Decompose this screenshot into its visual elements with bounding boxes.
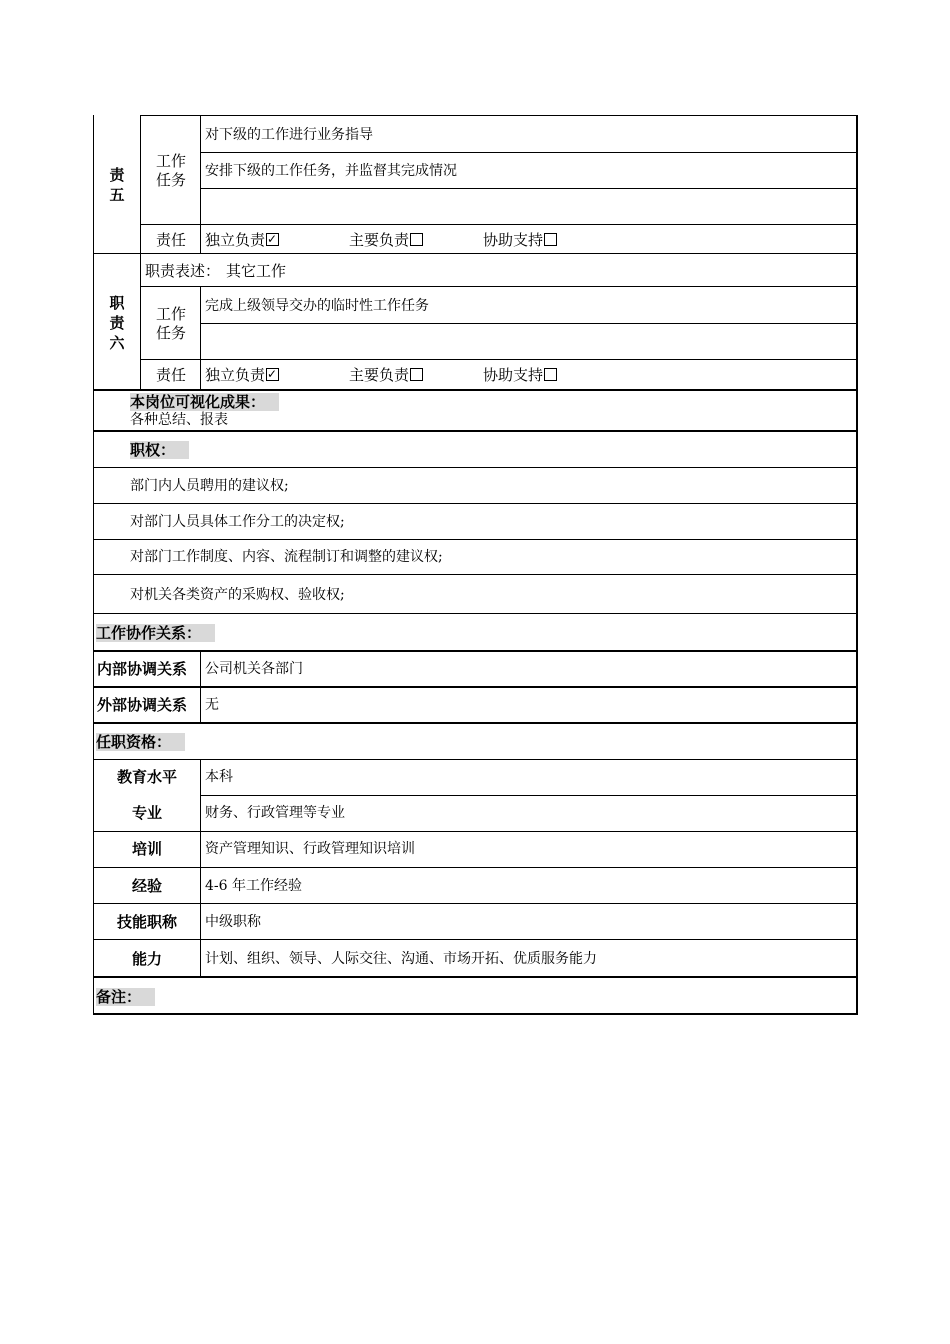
resp-option-assist[interactable] [483, 231, 557, 249]
task-label-line: 任务 [155, 171, 186, 189]
qualifications-title-text: 任职资格： [96, 733, 185, 751]
duty5-task-label [141, 152, 201, 190]
notes-title [96, 988, 155, 1006]
duty5-label [105, 165, 129, 205]
resp-option-primary[interactable] [349, 231, 423, 249]
qual-label-major: 专业 [131, 804, 162, 822]
qual-value-experience: 4-6 年工作经验 [205, 878, 302, 894]
task-label-line: 工作 [155, 305, 186, 323]
outcomes-title [130, 393, 279, 411]
qual-value-ability: 计划、组织、领导、人际交往、沟通、市场开拓、优质服务能力 [205, 951, 597, 967]
authority-item: 对部门人员具体工作分工的决定权; [130, 514, 345, 530]
resp-option-primary[interactable] [349, 366, 423, 384]
qual-value-education: 本科 [205, 769, 233, 785]
qual-value-title: 中级职称 [205, 914, 261, 930]
duty6-label-char: 职 [109, 294, 125, 312]
qual-label-education: 教育水平 [116, 768, 177, 786]
duty5-resp-options [205, 231, 557, 249]
duty5-task-1: 对下级的工作进行业务指导 [205, 127, 373, 143]
qualifications-title [96, 733, 185, 751]
relation-value-internal: 公司机关各部门 [205, 661, 303, 677]
qual-label-ability: 能力 [131, 950, 162, 968]
task-label-line: 工作 [155, 152, 186, 170]
resp-option-label: 独立负责 [205, 366, 266, 384]
qual-label-experience: 经验 [131, 877, 162, 895]
authority-item: 对机关各类资产的采购权、验收权; [130, 587, 345, 603]
qual-label-training: 培训 [131, 840, 162, 858]
duty6-label [105, 293, 129, 353]
qual-label-title: 技能职称 [116, 913, 177, 931]
duty6-resp-label: 责任 [155, 366, 186, 384]
duty5-label-char: 五 [109, 186, 125, 204]
task-label-line: 任务 [155, 324, 186, 342]
resp-option-label: 主要负责 [349, 366, 410, 384]
checkbox-empty-icon[interactable] [410, 233, 423, 246]
checkbox-empty-icon[interactable] [410, 368, 423, 381]
relations-title [96, 624, 215, 642]
relation-value-external: 无 [205, 697, 219, 713]
resp-option-label: 协助支持 [483, 366, 544, 384]
resp-option-independent[interactable] [205, 231, 279, 249]
authority-item: 部门内人员聘用的建议权; [130, 478, 289, 494]
resp-option-label: 主要负责 [349, 231, 410, 249]
qual-value-major: 财务、行政管理等专业 [205, 805, 345, 821]
duty5-resp-label: 责任 [155, 231, 186, 249]
duty6-desc-value: 其它工作 [226, 262, 287, 280]
authority-title [130, 441, 189, 459]
relation-label-external: 外部协调关系 [97, 696, 188, 714]
resp-option-label: 独立负责 [205, 231, 266, 249]
duty6-label-char: 责 [109, 314, 125, 332]
duty6-resp-options [205, 366, 557, 384]
relation-label-internal: 内部协调关系 [97, 660, 188, 678]
duty5-label-char: 责 [109, 166, 125, 184]
resp-option-assist[interactable] [483, 366, 557, 384]
duty5-task-2: 安排下级的工作任务，并监督其完成情况 [205, 163, 457, 179]
duty6-label-char: 六 [109, 334, 125, 352]
outcomes-title-text: 本岗位可视化成果： [130, 393, 279, 411]
checkbox-empty-icon[interactable] [544, 233, 557, 246]
checkbox-checked-icon[interactable] [266, 368, 279, 381]
authority-item: 对部门工作制度、内容、流程制订和调整的建议权; [130, 549, 443, 565]
resp-option-independent[interactable] [205, 366, 279, 384]
notes-title-text: 备注： [96, 988, 155, 1006]
qual-value-training: 资产管理知识、行政管理知识培训 [205, 841, 415, 857]
checkbox-checked-icon[interactable] [266, 233, 279, 246]
duty6-task-1: 完成上级领导交办的临时性工作任务 [205, 298, 429, 314]
checkbox-empty-icon[interactable] [544, 368, 557, 381]
duty6-description [145, 262, 286, 280]
authority-title-text: 职权： [130, 441, 189, 459]
outcomes-value: 各种总结、报表 [130, 412, 228, 428]
relations-title-text: 工作协作关系： [96, 624, 215, 642]
duty6-desc-label: 职责表述： [145, 262, 221, 280]
duty6-task-label [141, 305, 201, 343]
resp-option-label: 协助支持 [483, 231, 544, 249]
